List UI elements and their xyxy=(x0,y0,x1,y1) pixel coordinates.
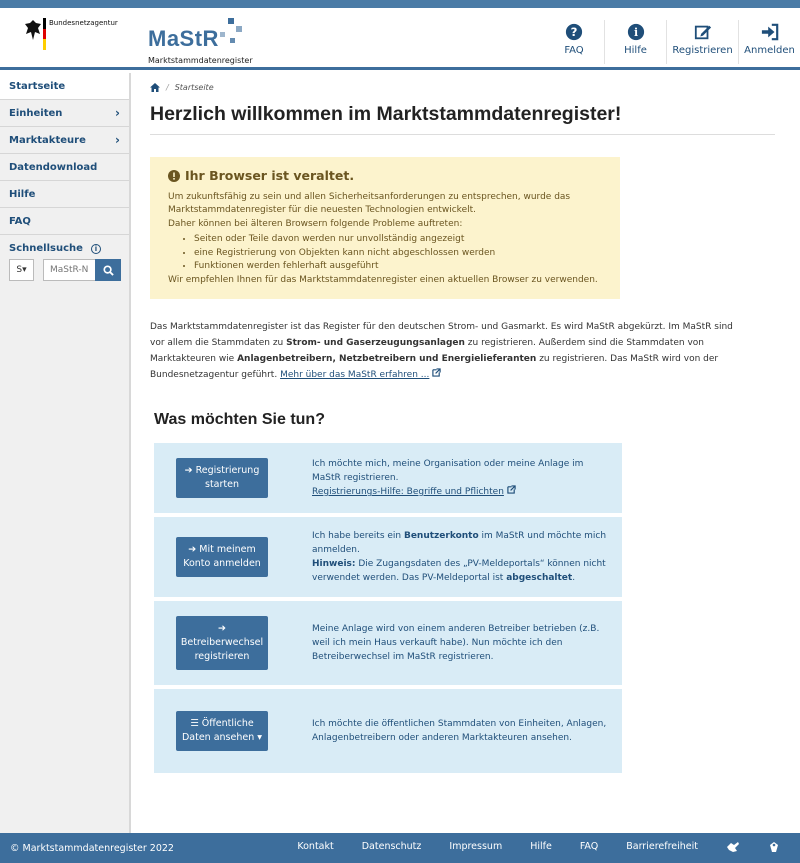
action-row: ➔ Mit meinem Konto anmelden Ich habe bereits ein Benutzerkonto im MaStR und möchte mich anmelden. Hinweis: Die Zugangsdaten des „PV-Meldeportals“ können nicht verwendet werden. Das PV-Meldeportal ist abgeschaltet. xyxy=(154,517,622,597)
sidebar xyxy=(0,73,131,833)
sidebar-item-hilfe[interactable]: Hilfe xyxy=(0,181,129,208)
easy-language-icon[interactable] xyxy=(768,841,780,856)
quick-search-row xyxy=(9,259,121,281)
warning-title: Ihr Browser ist veraltet. xyxy=(185,168,355,183)
sidebar-item-datendownload[interactable]: Datendownload xyxy=(0,154,129,181)
search-input[interactable] xyxy=(43,259,95,281)
action-list xyxy=(154,443,622,773)
action-row: ➔ Registrierung starten Ich möchte mich, meine Organisation oder meine Anlage im MaStR registrieren. Registrierungs-Hilfe: Begriffe und Pflichten xyxy=(154,443,622,513)
site-footer xyxy=(0,833,800,863)
page-title: Herzlich willkommen im Marktstammdatenregister! xyxy=(150,103,775,135)
footer-link-faq[interactable]: FAQ xyxy=(579,840,599,852)
nav-anmelden[interactable]: Anmelden xyxy=(738,20,800,64)
footer-link-barrierefreiheit[interactable]: Barrierefreiheit xyxy=(626,840,698,852)
sidebar-item-einheiten[interactable]: Einheiten › xyxy=(0,100,129,127)
logo-word: MaStR xyxy=(148,26,219,51)
start-registration-button[interactable]: ➔ Registrierung starten xyxy=(176,458,268,498)
list-item: • Funktionen werden fehlerhaft ausgeführt xyxy=(194,260,602,274)
footer-link-datenschutz[interactable]: Datenschutz xyxy=(361,840,422,852)
footer-link-impressum[interactable]: Impressum xyxy=(449,840,503,852)
nav-hilfe[interactable]: i Hilfe xyxy=(604,20,666,64)
list-item: • eine Registrierung von Objekten kann nicht abgeschlossen werden xyxy=(194,247,602,261)
external-link-icon xyxy=(432,368,441,377)
quick-search-label: Schnellsuche i xyxy=(0,235,129,258)
logo-subtitle: Marktstammdatenregister xyxy=(148,56,253,65)
svg-text:?: ? xyxy=(570,25,578,40)
site-header xyxy=(0,8,800,70)
chevron-right-icon: › xyxy=(115,133,120,147)
sidebar-item-startseite[interactable]: Startseite xyxy=(0,73,129,100)
search-type-select[interactable]: S▾ xyxy=(9,259,34,281)
chevron-right-icon: › xyxy=(115,106,120,120)
search-icon xyxy=(103,265,114,276)
search-button[interactable] xyxy=(95,259,121,281)
breadcrumb-current: Startseite xyxy=(174,83,214,92)
login-button[interactable]: ➔ Mit meinem Konto anmelden xyxy=(176,537,268,577)
sign-in-icon xyxy=(761,23,779,41)
public-data-dropdown-button[interactable]: ☰ Öffentliche Daten ansehen ▾ xyxy=(176,711,268,751)
action-row: ☰ Öffentliche Daten ansehen ▾ Ich möchte die öffentlichen Stammdaten von Einheiten, Anlagen, Anlagenbetreibern oder anderen Marktakteuren ansehen. xyxy=(154,689,622,773)
svg-text:i: i xyxy=(633,26,638,40)
main-content xyxy=(150,80,775,777)
question-circle-icon xyxy=(565,23,583,41)
bna-label: Bundesnetzagentur xyxy=(49,19,118,27)
breadcrumb: / Startseite xyxy=(150,83,775,92)
warning-list xyxy=(194,233,602,274)
home-icon[interactable] xyxy=(150,83,160,92)
sidebar-item-faq[interactable]: FAQ xyxy=(0,208,129,235)
list-item: • Seiten oder Teile davon werden nur unvollständig angezeigt xyxy=(194,233,602,247)
footer-link-kontakt[interactable]: Kontakt xyxy=(297,840,334,852)
german-flag-icon xyxy=(43,18,46,50)
sign-language-icon[interactable] xyxy=(726,841,740,856)
top-accent-bar xyxy=(0,0,800,8)
action-row: ➔ Betreiberwechsel registrieren Meine Anlage wird von einem anderen Betreiber betrieben (z.B. weil ich mein Haus verkauft habe). Nun möchte ich den Betreiberwechsel im MaStR registrieren. xyxy=(154,601,622,685)
info-circle-icon xyxy=(627,23,645,41)
browser-warning: Ihr Browser ist veraltet. Um zukunftsfähig zu sein und allen Sicherheitsanforderungen zu entsprechen, wurde das Marktstammdatenregister für die neuesten Technologien entwickelt. Daher können bei älteren Browsern folgende Probleme auftreten: • Seiten oder Teile davon werden nur unvollständig angezeigt • eine Registrierung von Objekten kann nicht abgeschlossen werden • Funktionen werden fehlerhaft ausgeführt Wir empfehlen Ihnen für das Marktstammdatenregister einen aktuellen Browser zu verwenden. xyxy=(150,157,620,299)
info-icon[interactable]: i xyxy=(91,244,101,254)
operator-change-button[interactable]: ➔ Betreiberwechsel registrieren xyxy=(176,616,268,670)
more-about-mastr-link[interactable]: Mehr über das MaStR erfahren ... xyxy=(280,370,430,380)
mastr-logo[interactable] xyxy=(148,26,253,65)
nav-registrieren[interactable]: Registrieren xyxy=(666,20,738,64)
actions-heading: Was möchten Sie tun? xyxy=(154,411,325,428)
intro-text: Das Marktstammdatenregister ist das Register für den deutschen Strom- und Gasmarkt. Es wird MaStR abgekürzt. Im MaStR sind vor allem die Stammdaten zu Strom- und Gaserzeugungsanlagen zu registrieren. Außerdem sind die Stammdaten von Marktakteuren wie Anlagenbetreibern, Netzbetreibern und Energielieferanten zu registrieren. Das MaStR wird von der Bundesnetzagentur geführt. Mehr über das MaStR erfahren ... xyxy=(150,322,733,380)
footer-link-hilfe[interactable]: Hilfe xyxy=(530,840,552,852)
sidebar-item-marktakteure[interactable]: Marktakteure › xyxy=(0,127,129,154)
registration-help-link[interactable]: Registrierungs-Hilfe: Begriffe und Pflichten xyxy=(312,487,504,497)
nav-faq[interactable]: ? FAQ xyxy=(544,20,604,64)
external-link-icon xyxy=(507,485,516,494)
exclamation-circle-icon xyxy=(168,170,180,182)
footer-links xyxy=(269,841,780,856)
edit-icon xyxy=(694,23,712,41)
header-nav xyxy=(544,20,800,68)
copyright: © Marktstammdatenregister 2022 xyxy=(10,842,174,854)
